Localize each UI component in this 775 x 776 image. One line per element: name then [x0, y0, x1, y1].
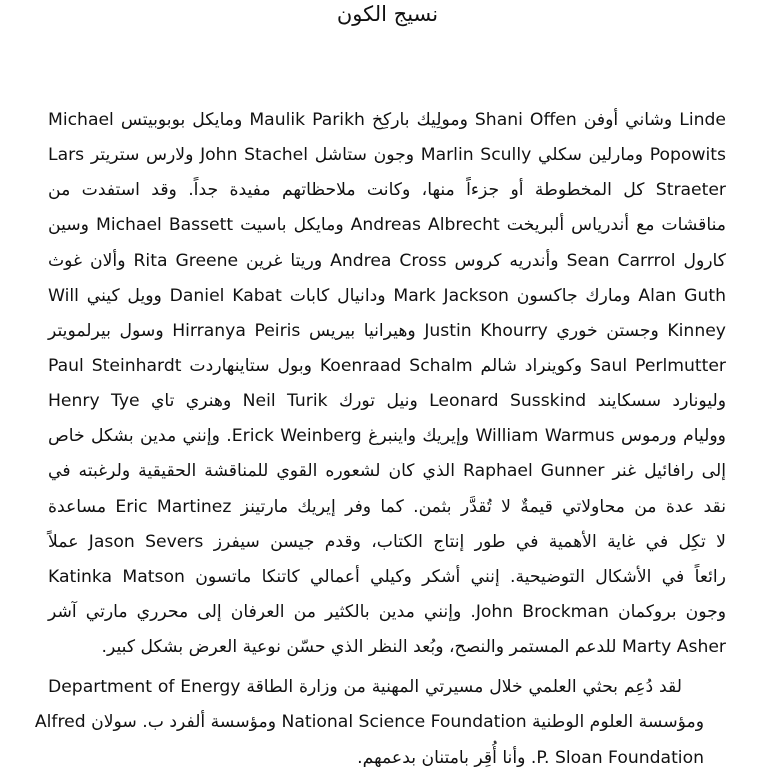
paragraph [48, 103, 726, 665]
text-line: لا تكِل في غاية الأهمية في طور إنتاج الكتاب، وقدم جيسن سيفرز Jason Severs عملاً [48, 531, 726, 552]
acknowledgements-text [34, 103, 727, 776]
text-line: Marty Asher للدعم المستمر والنصح، وبُعد النظر الذي حسّن نوعية العرض بشكل كبير. [101, 637, 726, 658]
text-line: رائعاً في الأشكال التوضيحية. إنني أشكر وكيلي أعمالي كاتنكا ماتسون Katinka Matson [48, 566, 726, 587]
text-line: Straeter كل المخطوطة أو جزءاً منها، وكانت ملاحظاتهم مفيدة جداً. وقد استفدت من [48, 180, 726, 201]
text-line: Alan Guth ومارك جاكسون Mark Jackson ودانيال كابات Daniel Kabat وويل كيني Will [48, 285, 727, 306]
text-line: كارول Sean Carrrol وأندريه كروس Andrea Cross وريتا غرين Rita Greene وألان غوث [48, 250, 726, 271]
running-header: نسيج الكون [336, 2, 439, 26]
text-line: مناقشات مع أندرياس ألبريخت Andreas Albrecht ومايكل باسيت Michael Bassett وسين [48, 215, 727, 236]
text-line: إلى رافائيل غنر Raphael Gunner الذي كان لشعوره القوي للمناقشة الحقيقية ولرغبته في [48, 461, 726, 482]
text-line: ومؤسسة العلوم الوطنية National Science Foundation ومؤسسة ألفرد ب. سولان Alfred [34, 712, 704, 733]
text-line: وجون بروكمان John Brockman. وإنني مدين بالكثير من العرفان إلى محرري مارتي آشر [48, 601, 726, 622]
text-line: ووليام ورموس William Warmus وإيريك واينبرغ Erick Weinberg. وإنني مدين بشكل خاص [48, 426, 726, 447]
paragraph [34, 670, 726, 775]
text-line: وليونارد سسكايند Leonard Susskind ونيل تورك Neil Turik وهنري تاي Henry Tye [48, 391, 726, 412]
text-line: Linde وشاني أوفن Shani Offen ومولِيك باركِخ Maulik Parikh ومايكل بوبوبيتس Michael [48, 110, 726, 130]
text-line: نقد عدة من محاولاتي قيمةٌ لا تُقدَّر بثمن. كما وفر إيريك مارتينز Eric Martinez مساعدة [48, 496, 726, 517]
text-line: Saul Perlmutter وكوينراد شالم Koenraad Schalm وبول ستاينهاردت Paul Steinhardt [48, 355, 726, 376]
text-line: P. Sloan Foundation. وأنا أُقِر بامتنان بدعمهم. [357, 747, 704, 768]
text-line: Kinney وجستن خوري Justin Khourry وهيرانيا بيريس Hirranya Peiris وسول بيرلمويتر [48, 320, 726, 341]
text-line: لقد دُعِم بحثي العلمي خلال مسيرتي المهنية من وزارة الطاقة Department of Energy [48, 677, 682, 698]
text-line: Popowits ومارلين سكلي Marlin Scully وجون ستاشل John Stachel ولارس ستريتر Lars [48, 145, 726, 166]
